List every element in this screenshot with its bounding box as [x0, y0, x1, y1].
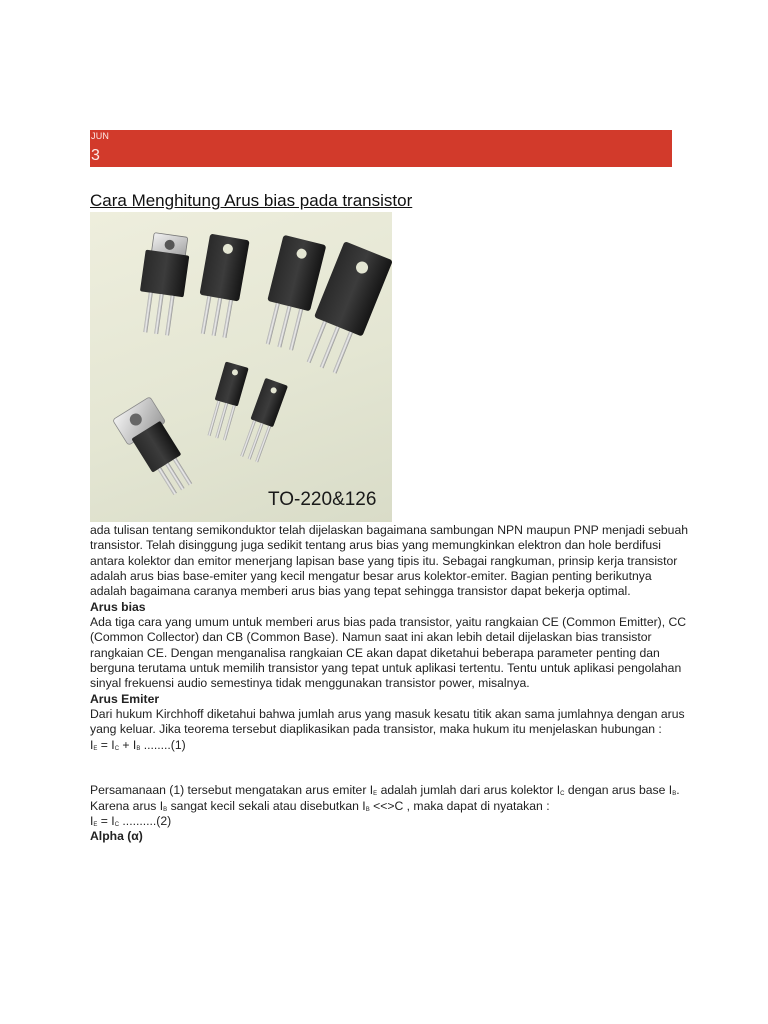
emiter-paragraph: Dari hukum Kirchhoff diketahui bahwa jumlah arus yang masuk kesatu titik akan sama jumlahnya dengan arus yang keluar. Jika teorema tersebut diaplikasikan pada transistor, maka hukum itu menjelaskan hubungan :: [90, 707, 685, 737]
bias-paragraph: Ada tiga cara yang umum untuk memberi arus bias pada transistor, yaitu rangkaian CE (Common Emitter), CC (Common Collector) dan CB (Common Base). Namun saat ini akan lebih detail dijelaskan bias transistor rangkaian CE. Dengan menganalisa rangkaian CE akan dapat diketahui beberapa parameter penting dan berguna terutama untuk memilih transistor yang tepat untuk aplikasi tertentu. Tentu untuk aplikasi pengolahan sinyal frekuensi audio semestinya tidak menggunakan transistor power, misalnya.: [90, 615, 687, 691]
transistor-6: [237, 378, 288, 463]
intro-paragraph: ada tulisan tentang semikonduktor telah dijelaskan bagaimana sambungan NPN maupun PNP menjadi sebuah transistor. Telah disinggung juga sedikit tentang arus bias yang memungkinkan elektron dan hole berdifusi antara kolektor dan emitor menerjang lapisan base yang tipis itu. Sebagai rangkuman, prinsip kerja transistor adalah arus bias base-emiter yang kecil mengatur besar arus kolektor-emiter. Bagian penting berikutnya adalah bagaimana caranya memberi arus bias yang tepat sehingga transistor dapat bekerja optimal.: [90, 523, 689, 599]
transistor-5: [205, 361, 249, 441]
equation-2: $I_E = I_C$ ..........(2): [90, 813, 172, 828]
current-relation-paragraph: Persamanaan (1) tersebut mengatakan arus emiter $I_E$ adalah jumlah dari arus kolektor $I_C$ dengan arus base $I_B$. Karena arus $I_B$ sangat kecil sekali atau disebutkan $I_B <<>C$ , maka dapat di nyatakan :: [90, 783, 680, 813]
heading-arus-bias: Arus bias: [90, 599, 146, 614]
transistor-7: [112, 397, 200, 502]
heading-arus-emiter: Arus Emiter: [90, 691, 160, 706]
date-day: 3: [91, 147, 100, 164]
transistor-photo: [90, 212, 392, 522]
photo-caption: TO-220&126: [268, 489, 377, 510]
transistor-3: [257, 235, 326, 352]
equation-1: $I_E = I_C + I_B$ ........(1): [90, 737, 186, 752]
post-title-link[interactable]: Cara Menghitung Arus bias pada transistor: [90, 191, 413, 210]
transistor-1: [134, 232, 191, 337]
date-badge: [90, 130, 672, 167]
heading-alpha: Alpha (α): [90, 829, 143, 844]
transistor-2: [193, 234, 250, 339]
paragraph-gap: [90, 753, 690, 783]
article-body: [90, 523, 690, 845]
date-month: JUN: [91, 131, 110, 141]
